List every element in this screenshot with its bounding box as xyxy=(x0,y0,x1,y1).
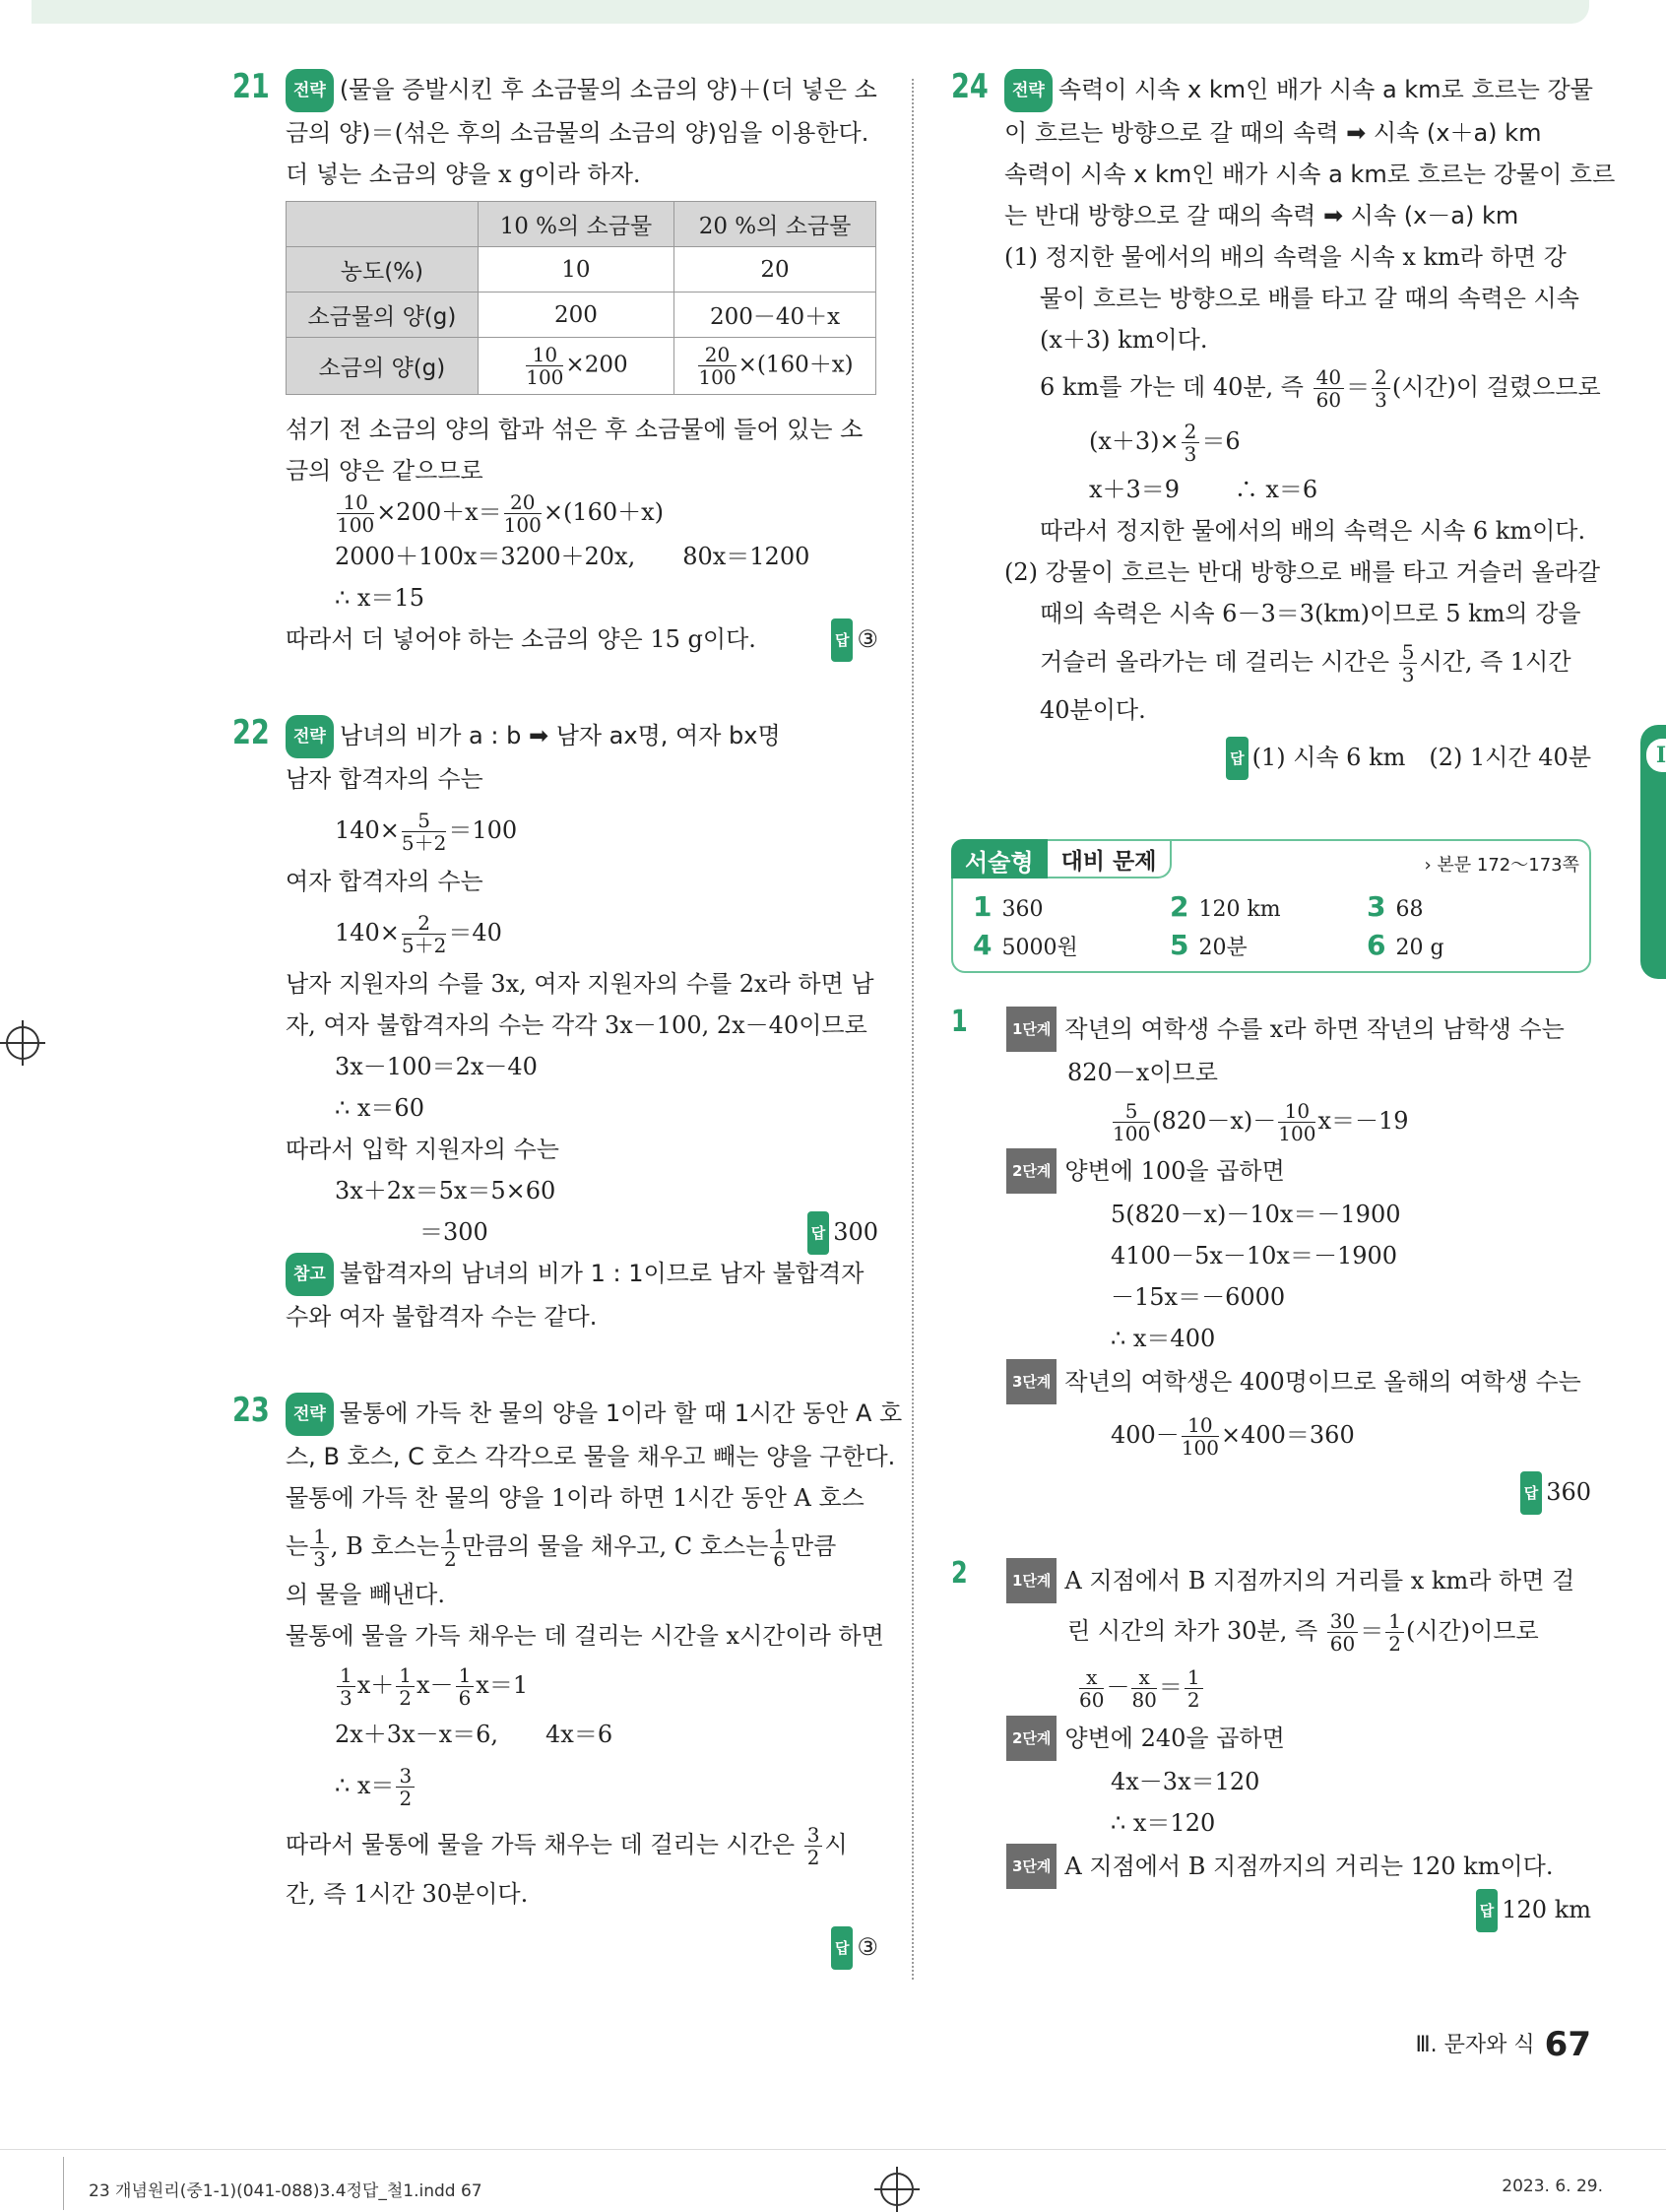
text-line: 자, 여자 불합격자의 수는 각각 3x－100, 2x－40이므로 xyxy=(286,1011,867,1039)
answer-tag: 답 xyxy=(831,1926,854,1970)
salt-water-table xyxy=(286,201,876,395)
registration-mark-icon xyxy=(6,1026,39,1060)
equation: 5(820－x)－10x＝－1900 xyxy=(1111,1201,1401,1228)
equation: $\frac{5}{100}$ (820－x)－ $\frac{10}{100}$ x＝－19 xyxy=(1113,1099,1409,1145)
answer-value: ③ xyxy=(857,1933,878,1961)
answer-tag: 답 xyxy=(1226,737,1249,780)
text-line: 금의 양은 같으므로 xyxy=(286,457,483,485)
text-line: 작년의 여학생 수를 x라 하면 작년의 남학생 수는 xyxy=(1064,1015,1565,1043)
step-badge: 1단계 xyxy=(1006,1007,1057,1052)
registration-mark-icon xyxy=(880,2173,914,2206)
text-line: (1) 정지한 물에서의 배의 속력을 시속 x km라 하면 강 xyxy=(1004,243,1567,271)
crop-line xyxy=(63,2157,64,2210)
problem-number: 24 xyxy=(951,67,989,106)
equation: 2000＋100x＝3200＋20x, 80x＝1200 xyxy=(335,543,810,570)
equation: 140× $\frac{2}{5+2}$ ＝40 xyxy=(335,911,502,957)
equation: $\frac{1}{3}$ x＋ $\frac{1}{2}$ x－ $\frac{1}{6}$ x＝1 xyxy=(286,1657,878,1714)
seosul-item: 6 20 g xyxy=(1367,929,1444,961)
strategy-tag: 전략 xyxy=(286,69,334,112)
equation: ∴ x＝400 xyxy=(1111,1325,1216,1352)
text-line: 때의 속력은 시속 6－3＝3(km)이므로 5 km의 강을 xyxy=(1040,600,1581,627)
seosul-item: 3 68 xyxy=(1367,890,1424,923)
table-header: 10 %의 소금물 xyxy=(478,202,673,247)
strategy-text: 스, B 호스, C 호스 각각으로 물을 채우고 빼는 양을 구한다. xyxy=(286,1443,896,1470)
strategy-text: 금의 양)＝(섞은 후의 소금물의 소금의 양)임을 이용한다. xyxy=(286,119,869,147)
problem-23 xyxy=(232,1391,903,1970)
text-line: A 지점에서 B 지점까지의 거리를 x km라 하면 걸 xyxy=(1064,1567,1575,1594)
text-line: 40분이다. xyxy=(1040,696,1146,724)
problem-number: 2 xyxy=(951,1556,968,1591)
text-line: A 지점에서 B 지점까지의 거리는 120 km이다. xyxy=(1064,1853,1554,1880)
conclusion: 따라서 물통에 물을 가득 채우는 데 걸리는 시간은 $\frac{3}{2}$ 시 xyxy=(286,1823,848,1869)
table-header xyxy=(287,202,479,247)
strategy-tag: 전략 xyxy=(286,715,334,758)
chapter-side-tab-label: I xyxy=(1646,739,1666,772)
column-divider xyxy=(912,79,914,1980)
strategy-text: (물을 증발시킨 후 소금물의 소금의 양)＋(더 넣은 소 xyxy=(339,76,877,103)
equation: $\frac{x}{60}$ － $\frac{x}{80}$ ＝ $\frac{1}{2}$ xyxy=(1006,1659,1591,1716)
table-cell: 200－40＋x xyxy=(674,293,876,338)
answer-value: 360 xyxy=(1546,1478,1591,1506)
page-footer xyxy=(1416,2025,1591,2064)
table-cell: $\frac{10}{100}$ ×200 xyxy=(478,338,673,395)
text-line: 따라서 정지한 물에서의 배의 속력은 시속 6 km이다. xyxy=(1040,517,1586,545)
equation: 3x－100＝2x－40 xyxy=(335,1053,538,1080)
note-tag: 참고 xyxy=(286,1253,334,1296)
answer-value: ③ xyxy=(857,625,878,653)
answer-tag: 답 xyxy=(831,618,854,662)
text-line: 양변에 100을 곱하면 xyxy=(1064,1157,1285,1185)
answer-value: 120 km xyxy=(1502,1896,1591,1923)
seosul-item: 2 120 km xyxy=(1170,890,1281,923)
problem-number: 21 xyxy=(232,67,270,106)
seosul-answer-grid xyxy=(973,890,1570,961)
answer-tag: 답 xyxy=(807,1211,830,1255)
equation: ∴ x＝60 xyxy=(335,1094,424,1122)
answer-value: 300 xyxy=(833,1218,878,1246)
table-cell: $\frac{20}{100}$ ×(160＋x) xyxy=(674,338,876,395)
bottom-rule xyxy=(0,2149,1666,2150)
strategy-text: 속력이 시속 x km인 배가 시속 a km로 흐르는 강물 xyxy=(1057,76,1593,103)
fraction: $\frac{20}{100}$ xyxy=(698,343,737,389)
seosul-problem-1 xyxy=(951,1007,1591,1515)
equation: ＝300 답 300 xyxy=(286,1211,878,1253)
equation: ∴ x＝ $\frac{3}{2}$ xyxy=(286,1755,878,1816)
text-line: 여자 합격자의 수는 xyxy=(286,868,483,895)
problem-22 xyxy=(232,715,878,1337)
equation: －15x＝－6000 xyxy=(1111,1283,1286,1311)
equation: 140× $\frac{5}{5+2}$ ＝100 xyxy=(335,809,518,855)
table-cell: 10 xyxy=(478,247,673,293)
text-line: 양변에 240을 곱하면 xyxy=(1064,1724,1285,1752)
fraction: $\frac{10}{100}$ xyxy=(526,343,564,389)
seosul-item: 5 20분 xyxy=(1170,929,1248,961)
equation: $\frac{10}{100}$ ×200＋x＝ $\frac{20}{100}$ ×(160＋x) xyxy=(337,490,665,537)
top-band xyxy=(32,0,1589,24)
conclusion: 간, 즉 1시간 30분이다. xyxy=(286,1880,529,1908)
equation: ∴ x＝15 xyxy=(335,584,424,612)
text-line: 따라서 입학 지원자의 수는 xyxy=(286,1136,559,1163)
answer xyxy=(286,1926,878,1970)
text-line: 린 시간의 차가 30분, 즉 $\frac{30}{60}$ ＝ $\frac{1}{2}$ (시간)이므로 xyxy=(1067,1609,1539,1656)
equation: 400－ $\frac{10}{100}$ ×400＝360 xyxy=(1111,1413,1355,1460)
conclusion: 따라서 더 넣어야 하는 소금의 양은 15 g이다. 답 ③ xyxy=(286,618,878,660)
text-line: 820－x이므로 xyxy=(1067,1059,1218,1086)
step-badge: 3단계 xyxy=(1006,1844,1057,1889)
text-line: 더 넣는 소금의 양을 x g이라 하자. xyxy=(286,161,641,188)
strategy-tag: 전략 xyxy=(286,1393,334,1436)
section-label: Ⅲ. 문자와 식 xyxy=(1415,2033,1535,2057)
problem-21 xyxy=(232,69,878,660)
page-reference: › 본문 172～173쪽 xyxy=(1424,855,1579,876)
answer-value: (1) 시속 6 km (2) 1시간 40분 xyxy=(1251,744,1591,771)
table-row-label: 소금물의 양(g) xyxy=(287,293,479,338)
table-row-label: 소금의 양(g) xyxy=(287,338,479,395)
strategy-text: 남녀의 비가 a : b ➡ 남자 ax명, 여자 bx명 xyxy=(339,722,781,749)
problem-24 xyxy=(951,67,1616,780)
step-badge: 2단계 xyxy=(1006,1148,1057,1194)
seosul-tab-subtitle: 대비 문제 xyxy=(1048,839,1173,878)
seosul-answer-box xyxy=(951,839,1591,973)
table-header: 20 %의 소금물 xyxy=(674,202,876,247)
right-column xyxy=(951,67,1616,1932)
text-line: (x＋3) km이다. xyxy=(1040,326,1208,354)
seosul-problem-2 xyxy=(951,1558,1591,1932)
file-slug: 23 개념원리(중1-1)(041-088)3.4정답_철1.indd 67 xyxy=(89,2181,482,2201)
note-text: 수와 여자 불합격자 수는 같다. xyxy=(286,1303,598,1331)
text-line: 남자 지원자의 수를 3x, 여자 지원자의 수를 2x라 하면 남 xyxy=(286,970,874,998)
text-line: 는 $\frac{1}{3}$ , B 호스는 $\frac{1}{2}$ 만큼의 물을 채우고, C 호스는 $\frac{1}{6}$ 만큼 xyxy=(286,1525,837,1571)
text-line: (2) 강물이 흐르는 반대 방향으로 배를 타고 거슬러 올라갈 xyxy=(1004,558,1601,586)
text-line: 의 물을 빼낸다. xyxy=(286,1581,445,1608)
strategy-text: 이 흐르는 방향으로 갈 때의 속력 ➡ 시속 (x＋a) km xyxy=(1004,119,1542,147)
step-badge: 1단계 xyxy=(1006,1558,1057,1603)
seosul-item: 1 360 xyxy=(973,890,1044,923)
answer-tag: 답 xyxy=(1520,1471,1543,1515)
equation: 4x－3x＝120 xyxy=(1111,1768,1260,1795)
step-badge: 3단계 xyxy=(1006,1359,1057,1404)
answer xyxy=(1006,1471,1591,1515)
strategy-text: 물통에 가득 찬 물의 양을 1이라 할 때 1시간 동안 A 호 xyxy=(339,1399,903,1427)
equation: 2x＋3x－x＝6, 4x＝6 xyxy=(335,1721,613,1748)
strategy-text: 는 반대 방향으로 갈 때의 속력 ➡ 시속 (x－a) km xyxy=(1004,202,1519,229)
left-column xyxy=(232,67,903,2025)
table-cell: 20 xyxy=(674,247,876,293)
answer-tag: 답 xyxy=(1476,1889,1499,1932)
seosul-tab-title: 서술형 xyxy=(951,839,1048,878)
text-line: 물통에 가득 찬 물의 양을 1이라 하면 1시간 동안 A 호스 xyxy=(286,1484,865,1512)
text-line: 거슬러 올라가는 데 걸리는 시간은 $\frac{5}{3}$ 시간, 즉 1시간 xyxy=(1040,640,1571,686)
problem-number: 23 xyxy=(232,1391,270,1430)
text-line: 작년의 여학생은 400명이므로 올해의 여학생 수는 xyxy=(1064,1368,1581,1396)
text-line: 남자 합격자의 수는 xyxy=(286,765,483,793)
page-number: 67 xyxy=(1544,2025,1591,2064)
strategy-text: 속력이 시속 x km인 배가 시속 a km로 흐르는 강물이 흐르 xyxy=(1004,161,1616,188)
step-badge: 2단계 xyxy=(1006,1716,1057,1761)
equation: ∴ x＝120 xyxy=(1111,1809,1216,1837)
seosul-item: 4 5000원 xyxy=(973,929,1078,961)
equation: 3x＋2x＝5x＝5×60 xyxy=(335,1177,556,1204)
seosul-tab xyxy=(951,839,1172,878)
text-line: 6 km를 가는 데 40분, 즉 $\frac{40}{60}$ ＝ $\frac{2}{3}$ (시간)이 걸렸으므로 xyxy=(1040,365,1601,412)
print-date: 2023. 6. 29. xyxy=(1502,2177,1603,2196)
problem-number: 22 xyxy=(232,713,270,752)
problem-number: 1 xyxy=(951,1005,968,1039)
text-line: 물이 흐르는 방향으로 배를 타고 갈 때의 속력은 시속 xyxy=(1040,285,1579,312)
note-text: 불합격자의 남녀의 비가 1 : 1이므로 남자 불합격자 xyxy=(339,1260,865,1287)
equation: 4100－5x－10x＝－1900 xyxy=(1111,1242,1398,1269)
table-row-label: 농도(%) xyxy=(287,247,479,293)
equation: (x＋3)× $\frac{2}{3}$ ＝6 xyxy=(1089,420,1241,466)
answer xyxy=(1004,737,1591,780)
chapter-side-tab xyxy=(1640,725,1666,979)
answer xyxy=(1006,1889,1591,1932)
table-cell: 200 xyxy=(478,293,673,338)
text-line: 섞기 전 소금의 양의 합과 섞은 후 소금물에 들어 있는 소 xyxy=(286,416,864,443)
strategy-tag: 전략 xyxy=(1004,69,1053,112)
text-line: 물통에 물을 가득 채우는 데 걸리는 시간을 x시간이라 하면 xyxy=(286,1622,884,1650)
equation: x＋3＝9 ∴ x＝6 xyxy=(1089,476,1318,503)
